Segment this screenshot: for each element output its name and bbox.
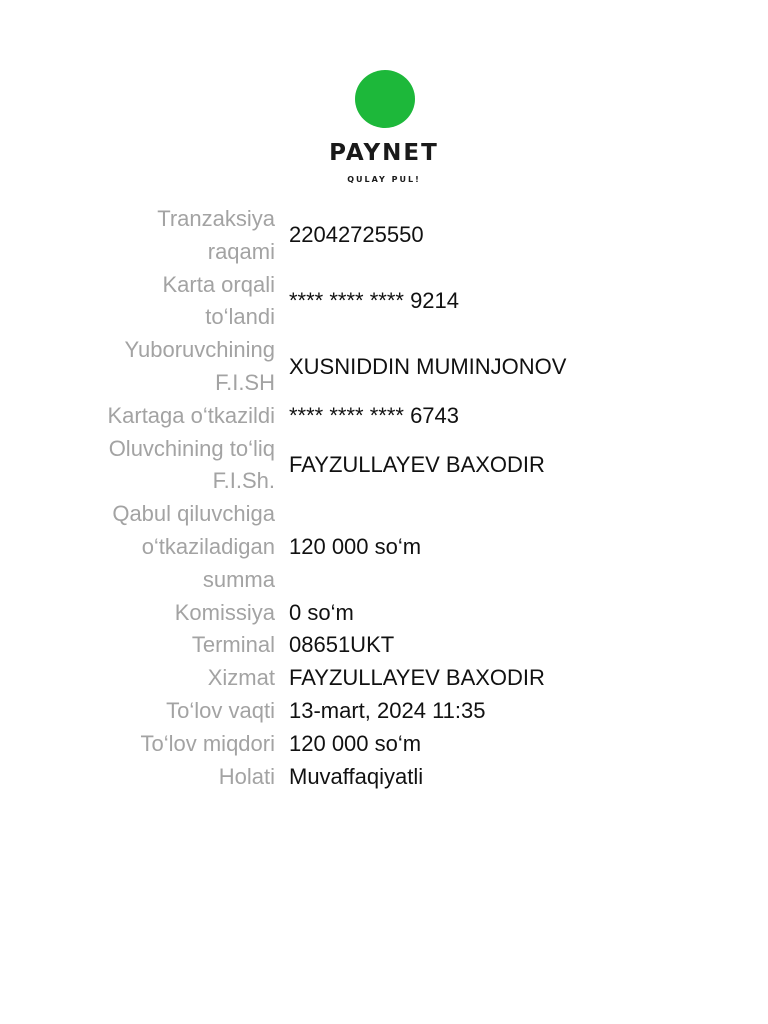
receipt-row-label xyxy=(0,400,275,433)
receipt-row-label xyxy=(0,695,275,728)
receipt-row-value: FAYZULLAYEV BAXODIR xyxy=(289,451,545,477)
brand-name: PAYNET xyxy=(329,140,439,166)
receipt-row-label-line: Holati xyxy=(218,763,275,789)
receipt-row-label xyxy=(0,334,275,400)
receipt-row xyxy=(0,629,768,662)
receipt-row-label-line: Oluvchining to‘liq xyxy=(108,435,275,461)
receipt-row-label-line: F.I.Sh. xyxy=(212,468,275,494)
receipt-row xyxy=(0,433,768,499)
receipt-row-value: 08651UKT xyxy=(289,632,395,658)
receipt-row-label-line: raqami xyxy=(207,238,275,264)
receipt-row xyxy=(0,203,768,269)
receipt-row-label-line: summa xyxy=(202,566,275,592)
receipt-row-value: FAYZULLAYEV BAXODIR xyxy=(289,665,545,691)
receipt-row-label-line: Terminal xyxy=(191,632,275,658)
receipt-row-label-line: To‘lov miqdori xyxy=(140,730,275,756)
receipt-row-label-line: Karta orqali xyxy=(162,271,275,297)
receipt-details xyxy=(0,203,768,793)
receipt-row xyxy=(0,334,768,400)
receipt-row-label-line: to‘landi xyxy=(205,304,275,330)
receipt-row-label-line: Komissiya xyxy=(174,599,275,625)
receipt-row xyxy=(0,761,768,794)
receipt-row-value: **** **** **** 9214 xyxy=(289,287,460,313)
receipt-row-value: 22042725550 xyxy=(289,222,424,248)
receipt-row xyxy=(0,597,768,630)
receipt-row xyxy=(0,269,768,335)
receipt-row-value: **** **** **** 6743 xyxy=(289,402,460,428)
receipt-row xyxy=(0,662,768,695)
receipt-row-label-line: o‘tkaziladigan xyxy=(141,533,275,559)
receipt-row-value: XUSNIDDIN MUMINJONOV xyxy=(289,353,567,379)
receipt-row-value: 13-mart, 2024 11:35 xyxy=(289,697,486,723)
receipt-row xyxy=(0,728,768,761)
receipt-row-value: 120 000 so‘m xyxy=(289,730,422,756)
paynet-logo-icon xyxy=(355,70,415,128)
receipt-row-label xyxy=(0,203,275,269)
brand-tagline: QULAY PUL! xyxy=(347,175,421,184)
receipt-row-label-line: Yuboruvchining xyxy=(124,337,275,363)
receipt-row xyxy=(0,498,768,596)
receipt-row-label xyxy=(0,498,275,596)
receipt-row-label xyxy=(0,761,275,794)
receipt-row xyxy=(0,400,768,433)
receipt-row-label xyxy=(0,433,275,499)
receipt-row-label-line: Tranzaksiya xyxy=(157,206,275,231)
receipt-row-value: 0 so‘m xyxy=(289,599,354,625)
receipt-row-value: Muvaffaqiyatli xyxy=(289,763,424,789)
receipt-row-label xyxy=(0,629,275,662)
receipt-row-value: 120 000 so‘m xyxy=(289,533,422,559)
receipt-row-label xyxy=(0,662,275,695)
receipt-row-label-line: Xizmat xyxy=(207,665,275,691)
receipt-row-label-line: F.I.SH xyxy=(215,369,275,395)
receipt-row-label xyxy=(0,597,275,630)
receipt-row-label-line: Qabul qiluvchiga xyxy=(112,501,275,527)
receipt-row xyxy=(0,695,768,728)
receipt-row-label xyxy=(0,269,275,335)
receipt-row-label-line: To‘lov vaqti xyxy=(166,697,275,723)
receipt-row-label-line: Kartaga o‘tkazildi xyxy=(107,402,275,428)
receipt-row-label xyxy=(0,728,275,761)
